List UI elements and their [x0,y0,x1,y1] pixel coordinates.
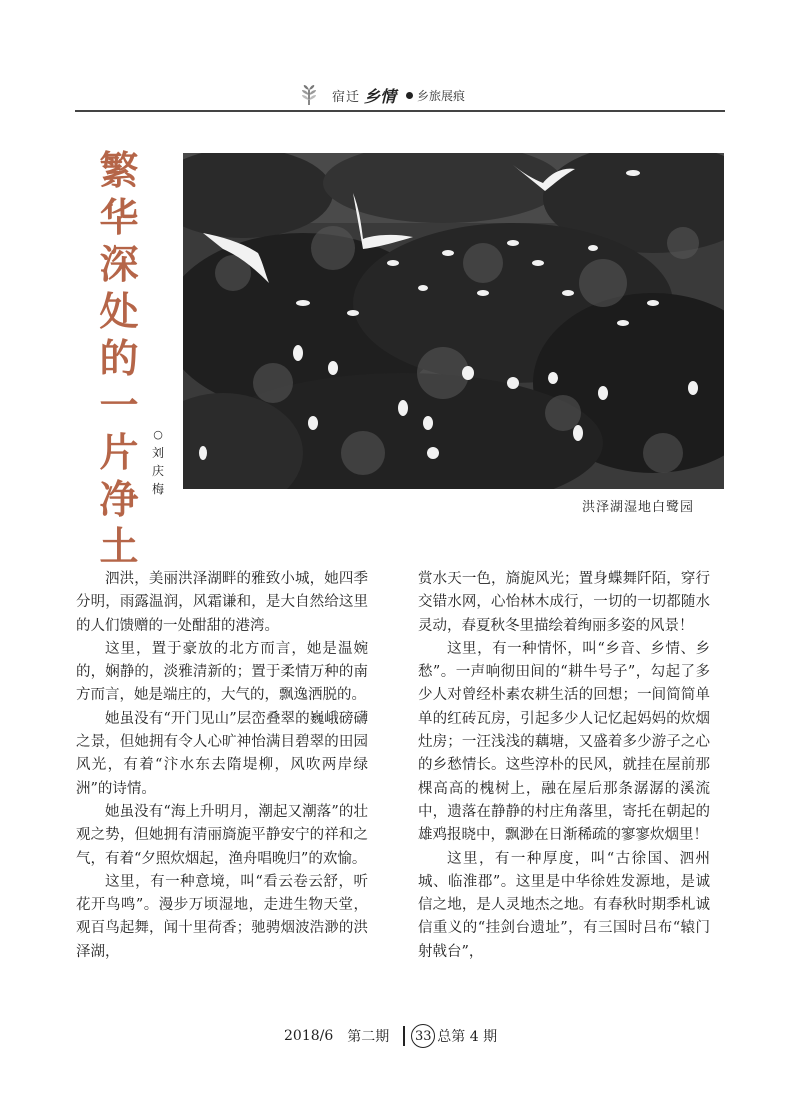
footer-total: 总第 4 期 [437,1029,498,1045]
article-author [150,426,166,498]
egret-photo-drawing [183,153,724,489]
article-title [96,148,142,571]
wheat-logo-icon [300,84,318,106]
title-char: 的 [99,337,139,382]
photo-caption: 洪泽湖湿地白鹭园 [582,500,695,515]
author-mark: ○ [153,428,163,441]
body-column-right [418,568,710,964]
footer-divider [403,1026,405,1046]
header-section: 宿迁 [332,89,361,105]
title-char: 繁 [99,149,139,194]
header-section-strong: 乡情 [364,86,397,106]
footer-issue: 第二期 [347,1029,390,1045]
header-column: 乡旅展痕 [417,88,466,103]
author-char: 庆 [151,464,164,478]
title-char: 片 [99,431,139,476]
paragraph: 这里，置于豪放的北方而言，她是温婉的，娴静的，淡雅清新的；置于柔情万种的南方而言，她是端庄的，大气的，飘逸洒脱的。 [76,640,368,704]
footer-date: 2018/6 [284,1028,334,1044]
header-rule [75,110,725,112]
page-footer [284,1024,497,1048]
body-column-left [76,568,368,964]
author-char: 梅 [151,482,164,496]
bullet-dot-icon [406,92,413,99]
egret-photo [183,153,724,489]
title-char: 处 [99,290,139,335]
title-char: 华 [99,196,139,241]
paragraph: 泗洪，美丽洪泽湖畔的雅致小城，她四季分明，雨露温润，风霜谦和，是大自然给这里的人们馈赠的一处酣甜的港湾。 [76,571,368,634]
paragraph-continuation: 赏水天一色，旖旎风光；置身蝶舞阡陌，穿行交错水网，心怡林木成行，一切的一切都随水灵动，春夏秋冬里描绘着绚丽多姿的风景！ [418,571,710,634]
title-char: 一 [99,384,139,429]
author-char: 刘 [151,446,164,460]
paragraph: 这里，有一种意境，叫“看云卷云舒，听花开鸟鸣”。漫步万顷湿地，走进生物天堂，观百鸟起舞，闻十里荷香；驰骋烟波浩渺的洪泽湖， [76,873,368,960]
title-char: 深 [99,243,139,288]
title-char: 土 [99,525,139,570]
paragraph: 她虽没有“海上升明月，潮起又潮落”的壮观之势，但她拥有清丽旖旎平静安宁的祥和之气，有着“夕照炊烟起，渔舟唱晚归”的欢愉。 [76,803,368,867]
page-number: 33 [411,1024,435,1048]
magazine-header [300,80,465,110]
paragraph: 这里，有一种厚度，叫“古徐国、泗州城、临淮郡”。这里是中华徐姓发源地，是诚信之地，是人灵地杰之地。有春秋时期季札诚信重义的“挂剑台遗址”，有三国时吕布“辕门射戟台”， [418,850,710,960]
paragraph: 这里，有一种情怀，叫“乡音、乡情、乡愁”。一声响彻田间的“耕牛号子”，勾起了多少人对曾经朴素农耕生活的回想；一间简简单单的红砖瓦房，引起多少人记忆起妈妈的炊烟灶房；一汪浅浅的藕塘，又盛着多少游子之心的乡愁情长。这些淳朴的民风，就挂在屋前那棵高高的槐树上，融在屋后那条潺潺的溪流中，遗落在静静的村庄角落里，寄托在朝起的雄鸡报晓中，飘渺在日渐稀疏的寥寥炊烟里！ [418,640,710,844]
title-char: 净 [99,478,139,523]
paragraph: 她虽没有“开门见山”层峦叠翠的巍峨磅礴之景，但她拥有令人心旷神怡满目碧翠的田园风光，有着“汴水东去隋堤柳，风吹两岸绿洲”的诗情。 [76,710,368,797]
